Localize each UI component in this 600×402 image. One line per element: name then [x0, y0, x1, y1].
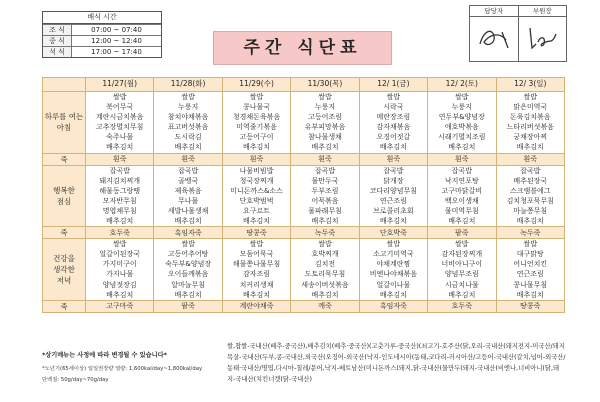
- menu-item: 양념무조림: [444, 270, 479, 279]
- menu-item: 쌀밥: [249, 240, 264, 249]
- menu-item: 궁채장아찌: [513, 133, 548, 142]
- meal-row: [43, 239, 565, 301]
- menu-item: 시래기멸치조림: [438, 133, 486, 142]
- menu-item: 잡곡밥: [109, 166, 130, 175]
- meal-time-label: 조 식: [43, 25, 72, 35]
- menu-cell: [154, 165, 222, 227]
- meal-time-value: 07:00 ~ 07:40: [91, 26, 142, 34]
- menu-item: 너비아니구이: [441, 260, 483, 269]
- row-label: 죽: [43, 227, 86, 239]
- menu-item: 미니돈까스&소스: [230, 186, 283, 195]
- menu-item: 누룽지: [451, 103, 472, 112]
- porridge-cell: 땅콩죽: [496, 300, 564, 312]
- menu-item: 세발나물생채: [167, 206, 209, 215]
- menu-item: 미역줄기볶음: [236, 123, 277, 132]
- menu-item: 오징어젓갈: [376, 133, 411, 142]
- menu-item: 배추김치: [243, 143, 271, 152]
- menu-item: 백오이생채: [444, 196, 479, 205]
- menu-item: 누룽지: [177, 103, 199, 112]
- signature-staff: [470, 17, 518, 61]
- menu-cell: [359, 239, 427, 301]
- row-label: 하루를 여는 아침: [43, 92, 86, 154]
- menu-item: 시락국: [383, 103, 404, 112]
- menu-cell: [359, 165, 427, 227]
- meal-time-value: 17:00 ~ 17:40: [91, 48, 142, 56]
- menu-item: 배추김치: [174, 217, 202, 226]
- menu-item: 배추김치: [106, 143, 134, 152]
- menu-item: 감자채볶음: [376, 123, 411, 132]
- menu-item: 김치청포묵무침: [506, 196, 554, 205]
- day-header: 12/ 2(토): [428, 78, 496, 92]
- porridge-cell: 땅콩죽: [222, 227, 290, 239]
- menu-item: 김치전: [314, 260, 336, 269]
- menu-item: 배추김치: [379, 217, 407, 226]
- menu-item: 배추김치: [174, 290, 202, 299]
- menu-item: 연두부&양념장: [438, 113, 485, 122]
- menu-item: 배추김치: [311, 143, 339, 152]
- menu-cell: [291, 92, 359, 154]
- menu-item: 배추김치: [174, 143, 202, 152]
- page-title: 주간 식단표: [213, 31, 392, 65]
- menu-cell: [86, 92, 154, 154]
- approval-header-vice: 부원장: [519, 6, 567, 17]
- menu-item: 숙주나물: [106, 133, 134, 142]
- porridge-cell: 계란야채죽: [222, 300, 290, 312]
- menu-item: 참치야채볶음: [167, 113, 209, 122]
- meal-row: [43, 92, 565, 154]
- menu-item: 맑은미역국: [513, 103, 548, 112]
- energy-note: *노년기(65세이상) 일일권장량 열량: 1,600kal/day~1,800kal/day: [42, 366, 203, 372]
- protein-note: 단백질: 50g/day~70g/day: [42, 377, 109, 383]
- menu-item: 배추김치: [106, 290, 134, 299]
- menu-item: 단호박범벅: [239, 196, 274, 205]
- menu-item: 쌀밥: [318, 93, 332, 101]
- menu-item: 브로콜리초회: [373, 206, 414, 215]
- menu-item: 애호박볶음: [444, 123, 479, 132]
- menu-item: 해물쫑나물무침: [232, 260, 281, 269]
- menu-item: 표고버섯볶음: [167, 123, 209, 132]
- row-label: 죽: [43, 300, 86, 312]
- menu-item: 배추된장국: [513, 176, 548, 185]
- meal-time-title: 배식 시간: [43, 12, 161, 24]
- menu-item: 쌀밥: [386, 93, 401, 101]
- menu-item: 골뱅국: [177, 176, 199, 185]
- porridge-cell: 흰죽: [496, 153, 564, 165]
- porridge-cell: 팥죽: [428, 227, 496, 239]
- porridge-row: [43, 153, 565, 165]
- menu-item: 잡곡밥: [451, 166, 472, 175]
- menu-cell: [86, 239, 154, 301]
- menu-item: 얼갈이된장국: [99, 250, 140, 259]
- menu-item: 돈육김치볶음: [509, 113, 551, 122]
- menu-item: 쌀밥: [112, 240, 127, 249]
- menu-item: 연근조림: [516, 270, 544, 279]
- menu-item: 배추김치: [448, 290, 476, 299]
- menu-item: 잡곡밥: [314, 166, 336, 175]
- menu-item: 무나물: [177, 196, 199, 205]
- porridge-cell: 녹두죽: [496, 227, 564, 239]
- meal-row: [43, 165, 565, 227]
- menu-item: 오이들깨볶음: [167, 270, 209, 279]
- menu-item: 잡곡밥: [177, 166, 199, 175]
- menu-item: 비엔나야채볶음: [369, 270, 418, 279]
- menu-item: 참나물생채: [308, 133, 342, 142]
- meal-time-label: 석 식: [43, 47, 72, 57]
- menu-item: 물파래무침: [308, 206, 342, 215]
- menu-item: 감자된장찌개: [441, 250, 483, 259]
- menu-item: 물미역무침: [444, 206, 479, 215]
- porridge-cell: 호두죽: [86, 227, 154, 239]
- menu-item: 배추김치: [516, 143, 544, 152]
- menu-item: 계란시금치볶음: [96, 113, 144, 122]
- signature-vice-icon: [522, 22, 562, 56]
- menu-item: 물만두국: [311, 176, 339, 185]
- menu-item: 유부피망볶음: [304, 123, 346, 132]
- menu-item: 배추김치: [448, 143, 476, 152]
- change-notice: *상기메뉴는 사정에 따라 변경될 수 있습니다*: [42, 352, 167, 359]
- menu-item: 해물동그랑땡: [99, 186, 140, 195]
- row-label: 건강을 생각한 저녁: [43, 239, 86, 301]
- porridge-cell: 흰죽: [359, 153, 427, 165]
- menu-item: 쌀밥: [181, 93, 195, 101]
- porridge-cell: 호두죽: [428, 300, 496, 312]
- row-label: 행복한 점심: [43, 165, 86, 227]
- menu-item: 쌀밥: [112, 93, 127, 101]
- day-header: 11/27(월): [86, 78, 154, 92]
- menu-item: 야채계란찜: [376, 260, 411, 269]
- day-header-row: [43, 78, 565, 92]
- menu-item: 잡곡밥: [383, 166, 404, 175]
- porridge-cell: 깨죽: [291, 300, 359, 312]
- menu-cell: [222, 239, 290, 301]
- menu-item: 고구마닭갈비: [441, 186, 483, 195]
- menu-table: [42, 77, 565, 313]
- porridge-cell: 팥죽: [154, 300, 222, 312]
- menu-item: 호박찌개: [311, 250, 339, 259]
- porridge-cell: 흰죽: [222, 153, 290, 165]
- menu-cell: [496, 239, 564, 301]
- menu-item: 돼지김치찌개: [99, 176, 140, 185]
- menu-item: 숙두부&양념장: [165, 260, 212, 269]
- menu-item: 콩나물국: [243, 103, 271, 112]
- porridge-cell: 녹두죽: [291, 227, 359, 239]
- approval-column-vice: [519, 6, 567, 61]
- day-header: 12/ 3(일): [496, 78, 564, 92]
- menu-item: 느타리버섯볶음: [506, 123, 554, 132]
- menu-item: 청국장찌개: [239, 176, 274, 185]
- menu-item: 알마늘무침: [171, 280, 206, 289]
- corner-cell: [43, 78, 86, 92]
- meal-time-box: [42, 11, 162, 58]
- menu-item: 마늘쫑무침: [513, 206, 548, 215]
- menu-item: 요구르트: [243, 206, 271, 215]
- menu-item: 얼갈이나물: [376, 280, 411, 289]
- menu-item: 배추김치: [243, 217, 271, 226]
- menu-item: 고추장멸치무침: [96, 123, 144, 132]
- menu-item: 양념젓장김: [102, 280, 137, 289]
- menu-item: 도시락김: [174, 133, 202, 142]
- porridge-row: [43, 300, 565, 312]
- menu-item: 소고기미역국: [373, 250, 414, 259]
- porridge-cell: 흑임자죽: [359, 300, 427, 312]
- menu-item: 고등어추어탕: [167, 250, 209, 259]
- menu-item: 메란장조림: [376, 113, 411, 122]
- menu-item: 북어무국: [106, 103, 134, 112]
- porridge-cell: 흰죽: [86, 153, 154, 165]
- menu-item: 두부조림: [311, 186, 339, 195]
- menu-item: 닭개장: [383, 176, 404, 185]
- menu-item: 어니언치킨: [513, 260, 548, 269]
- menu-item: 배추김치: [448, 217, 476, 226]
- menu-item: 쌀밥: [455, 240, 469, 249]
- menu-item: 배추김치: [243, 290, 271, 299]
- porridge-cell: 단호박죽: [359, 227, 427, 239]
- menu-item: 낙지연포탕: [444, 176, 479, 185]
- meal-time-label: 중 식: [43, 36, 72, 46]
- day-header: 11/28(화): [154, 78, 222, 92]
- porridge-cell: 흰죽: [154, 153, 222, 165]
- porridge-cell: 고구마죽: [86, 300, 154, 312]
- menu-cell: [496, 165, 564, 227]
- menu-item: 대구맑탕: [516, 250, 544, 259]
- menu-item: 쌀밥: [455, 93, 469, 101]
- menu-item: 쌀밥: [249, 93, 264, 101]
- menu-item: 배추김치: [106, 217, 134, 226]
- menu-item: 누룽지: [314, 103, 336, 112]
- signature-vice: [519, 17, 567, 61]
- menu-item: 청경채돈육볶음: [232, 113, 281, 122]
- menu-cell: [222, 165, 290, 227]
- menu-cell: [496, 92, 564, 154]
- menu-cell: [291, 239, 359, 301]
- menu-item: 콩나물무침: [513, 280, 548, 289]
- menu-item: 쌀밥: [181, 240, 195, 249]
- menu-item: 새송이버섯볶음: [301, 280, 349, 289]
- row-label: 죽: [43, 153, 86, 165]
- menu-cell: [291, 165, 359, 227]
- menu-item: 쌀밥: [523, 240, 538, 249]
- menu-item: 연근조림: [379, 196, 407, 205]
- menu-item: 쌀밥: [523, 93, 538, 101]
- menu-cell: [154, 239, 222, 301]
- menu-item: 배추김치: [516, 217, 544, 226]
- menu-item: 시금치나물: [444, 280, 479, 289]
- menu-cell: [428, 92, 496, 154]
- menu-item: 도토리묵무침: [304, 270, 346, 279]
- menu-item: 잡곡밥: [520, 166, 541, 175]
- day-header: 11/29(수): [222, 78, 290, 92]
- menu-item: 나물비빔밥: [239, 166, 274, 175]
- origin-info: 쌀,찹쌀-국내산(배추-중국산),배추김치(배추·중국산)(고춧가루-중국산)(쇠고기-호주산(닭,오리-국내산(돼지전지-미국산/돼지목살-국내산(두부,콩-국내산,외국산(오징어-외국산(낙지-인도네시아(동태,코다리-러시아산/고등어-국내산(갈치,넙어-외국산/동태·국내산/명엽,다시마-칠레/문어,낙지-베트남산(미니돈까스(돼지,닭-국내산(물만두(돼지-국내산(비엔나,너비아니(닭,돼지-국내산(치킨너겟(닭-국내산): [227, 343, 566, 383]
- menu-item: 감자조림: [243, 270, 271, 279]
- menu-item: 명엽채무침: [102, 206, 137, 215]
- meal-time-row: [43, 24, 161, 35]
- menu-item: 제육볶음: [174, 186, 202, 195]
- porridge-row: [43, 227, 565, 239]
- menu-item: 가지나물: [106, 270, 134, 279]
- menu-item: 스크램블에그: [509, 186, 551, 195]
- day-header: 11/30(목): [291, 78, 359, 92]
- menu-item: 배추김치: [379, 290, 407, 299]
- menu-item: 고등어조림: [308, 113, 342, 122]
- day-header: 12/ 1(금): [359, 78, 427, 92]
- menu-cell: [222, 92, 290, 154]
- menu-item: 배추김치: [379, 143, 407, 152]
- menu-item: 어묵볶음: [311, 196, 339, 205]
- menu-cell: [86, 165, 154, 227]
- meal-time-row: [43, 46, 161, 57]
- menu-item: 가지미구이: [102, 260, 137, 269]
- porridge-cell: 흑임자죽: [154, 227, 222, 239]
- menu-item: 모자반무침: [102, 196, 137, 205]
- meal-time-value: 12:00 ~ 12:40: [91, 37, 142, 45]
- menu-item: 배추김치: [311, 290, 339, 299]
- menu-item: 코다리양념무침: [369, 186, 418, 195]
- porridge-cell: 흰죽: [291, 153, 359, 165]
- meal-time-row: [43, 35, 161, 46]
- menu-cell: [428, 239, 496, 301]
- signature-staff-icon: [474, 22, 514, 56]
- menu-item: 치커리생채: [239, 280, 274, 289]
- menu-item: 고등어구이: [239, 133, 274, 142]
- menu-item: 쌀밥: [386, 240, 401, 249]
- approval-header-staff: 담당자: [470, 6, 518, 17]
- menu-item: 쌀밥: [318, 240, 332, 249]
- menu-item: 배추김치: [311, 217, 339, 226]
- menu-item: 모둠어묵국: [239, 250, 274, 259]
- menu-cell: [154, 92, 222, 154]
- menu-cell: [359, 92, 427, 154]
- menu-cell: [428, 165, 496, 227]
- approval-column-staff: [470, 6, 519, 61]
- porridge-cell: 흰죽: [428, 153, 496, 165]
- menu-item: 배추김치: [516, 290, 544, 299]
- approval-box: [469, 5, 567, 62]
